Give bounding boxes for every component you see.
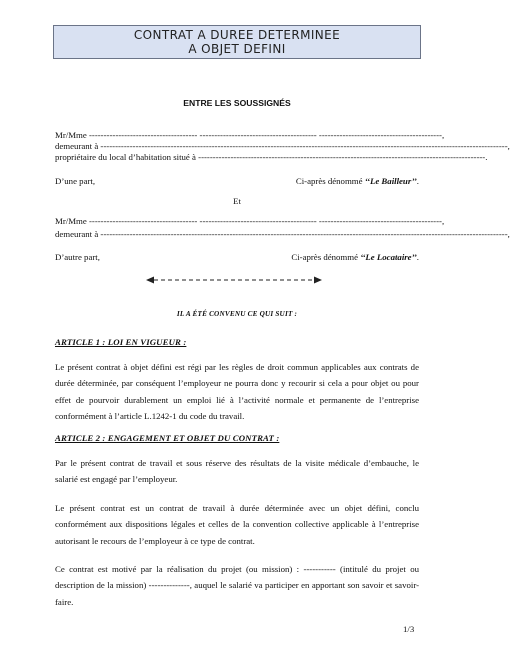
bailleur-designation-name: ‘‘Le Bailleur’’ (364, 176, 417, 186)
parties-heading: ENTRE LES SOUSSIGNÉS (183, 98, 291, 108)
bailleur-role-row (55, 176, 419, 187)
article2-paragraph3: Ce contrat est motivé par la réalisation du projet (ou mission) : ----------- (intitulé du projet ou description de la mission) --------------, auquel le salarié va participer en apportant son savoir et savoir-faire. (55, 564, 419, 607)
double-arrow-divider (146, 276, 322, 284)
bailleur-part-label: D’une part, (55, 176, 96, 186)
locataire-role-row (55, 252, 419, 263)
article2-paragraph1: Par le présent contrat de travail et sous réserve des résultats de la visite médicale d’embauche, le salarié est engagé par l’employeur. (55, 458, 419, 485)
article1-paragraph: Le présent contrat à objet défini est régi par les règles de droit commun applicables aux contrats de durée déterminée, par conséquent l’employeur ne pourra donc y recourir si cela a pour objet ou pour effet de pourvoir durablement un emploi lié à l’activité normale et permanente de l’entreprise conformément à l’article L.1242-1 du code du travail. (55, 362, 419, 422)
contract-title-box (53, 25, 421, 59)
bailleur-property-line: propriétaire du local d’habitation situé à --------------------------------------------------------------------------------------------------. (55, 152, 488, 162)
article2-title: ARTICLE 2 : ENGAGEMENT ET OBJET DU CONTRAT : (55, 433, 280, 443)
locataire-designation-name: ‘‘Le Locataire’’ (360, 252, 417, 262)
contract-title-line1: CONTRAT A DUREE DETERMINEE (133, 28, 341, 42)
locataire-name-line: Mr/Mme ------------------------------------- ---------------------------------------- ------------------------------------------, (55, 216, 445, 226)
bailleur-name-line: Mr/Mme ------------------------------------- ---------------------------------------- ------------------------------------------, (55, 130, 445, 140)
bailleur-designation: Ci-après dénommé ‘‘Le Bailleur’’. (295, 176, 419, 186)
article1-text (55, 359, 419, 425)
locataire-address-line: demeurant à -------------------------------------------------------------------------------------------------------------------------------------------, (55, 229, 510, 239)
locataire-part-label: D’autre part, (55, 252, 100, 262)
convenu-heading: IL A ÉTÉ CONVENU CE QUI SUIT : (176, 310, 298, 318)
bailleur-address-line: demeurant à -------------------------------------------------------------------------------------------------------------------------------------------, (55, 141, 510, 151)
contract-title-line2: A OBJET DEFINI (188, 42, 286, 56)
et-separator: Et (233, 196, 241, 206)
page-number: 1/3 (403, 624, 415, 634)
locataire-designation: Ci-après dénommé ‘‘Le Locataire’’. (291, 252, 419, 262)
article2-paragraph2: Le présent contrat est un contrat de travail à durée déterminée avec un objet défini, conclu conformément aux dispositions légales et celles de la convention collective applicable à l’entreprise autorisant le recours de l’employeur à ce type de contrat. (55, 503, 419, 546)
article1-title: ARTICLE 1 : LOI EN VIGUEUR : (55, 337, 187, 347)
